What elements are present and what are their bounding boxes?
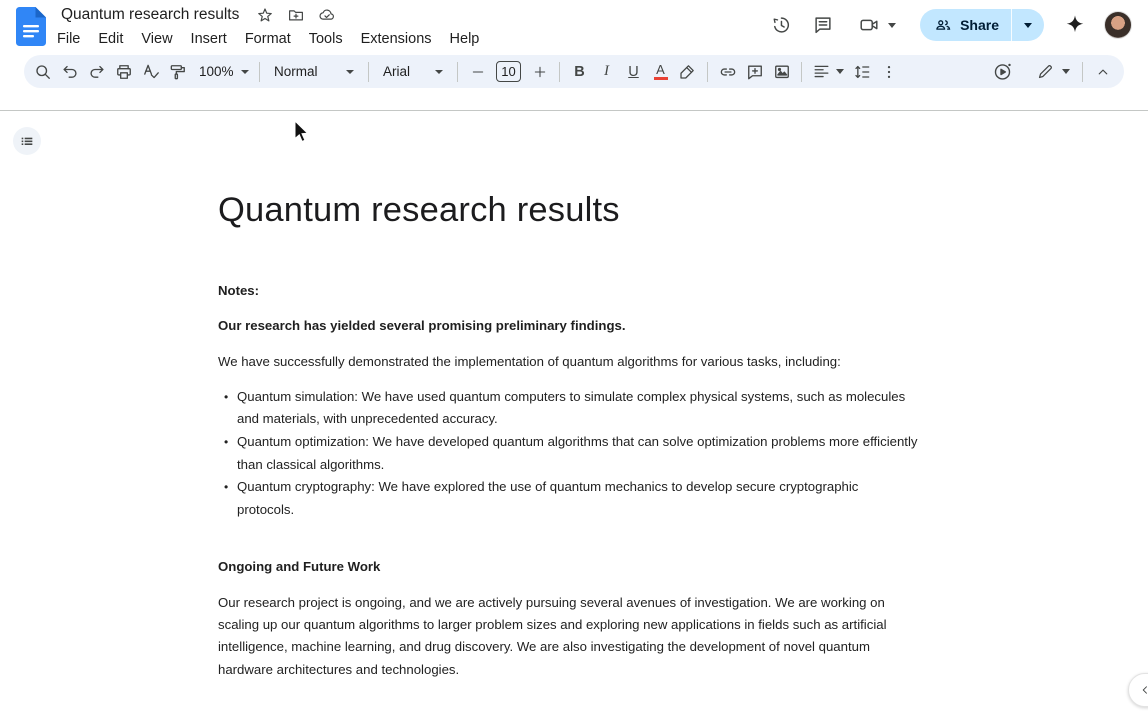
mouse-cursor <box>294 121 310 143</box>
paragraph-style-value: Normal <box>274 64 318 79</box>
font-size-field[interactable]: 10 <box>496 61 521 82</box>
undo-icon[interactable] <box>56 58 83 85</box>
gemini-sparkle-icon[interactable] <box>1063 13 1087 37</box>
title-block <box>57 4 488 49</box>
menu-file[interactable]: File <box>57 31 81 47</box>
line-spacing-button[interactable] <box>848 58 875 85</box>
spellcheck-icon[interactable] <box>137 58 164 85</box>
toolbar-divider <box>259 62 260 82</box>
share-dropdown-button[interactable] <box>1012 9 1044 41</box>
underline-glyph: U <box>628 63 639 80</box>
underline-button[interactable] <box>620 58 647 85</box>
print-icon[interactable] <box>110 58 137 85</box>
bold-button[interactable] <box>566 58 593 85</box>
menu-extensions[interactable]: Extensions <box>360 31 432 47</box>
paint-format-icon[interactable] <box>164 58 191 85</box>
menu-insert[interactable]: Insert <box>190 31 227 47</box>
align-button[interactable] <box>808 58 848 85</box>
mode-caret-icon <box>1062 69 1070 74</box>
findings-heading[interactable]: Our research has yielded several promising preliminary findings. <box>218 318 626 334</box>
history-icon[interactable] <box>769 13 793 37</box>
toolbar-divider <box>707 62 708 82</box>
document-title[interactable]: Quantum research results <box>61 6 240 23</box>
menu-help[interactable]: Help <box>449 31 480 47</box>
zoom-caret-icon <box>241 70 249 74</box>
decrease-font-size-button[interactable] <box>464 58 491 85</box>
more-options-button[interactable] <box>875 58 902 85</box>
style-caret-icon <box>346 70 354 74</box>
zoom-select[interactable] <box>191 58 253 85</box>
insert-link-button[interactable] <box>714 58 741 85</box>
insert-image-button[interactable] <box>768 58 795 85</box>
bold-glyph: B <box>574 63 585 80</box>
toolbar-right-group <box>989 58 1116 85</box>
add-comment-button[interactable] <box>741 58 768 85</box>
header-actions <box>760 8 1148 42</box>
future-paragraph[interactable]: Our research project is ongoing, and we are actively pursuing several avenues of investigation. We are working on scaling up our quantum algorithms to larger problem sizes and exploring new applications in fields such as artificial intelligence, machine learning, and drug discovery. We are also investigating the development of novel quantum hardware architectures and technologies. <box>218 594 887 677</box>
zoom-value: 100% <box>199 64 234 79</box>
comments-icon[interactable] <box>811 13 835 37</box>
cloud-saved-icon[interactable] <box>318 6 336 24</box>
list-item[interactable]: • Quantum cryptography: We have explored the use of quantum mechanics to develop secure cryptographic protocols. <box>218 476 918 521</box>
share-button-label: Share <box>960 17 999 33</box>
toolbar <box>24 55 1124 88</box>
move-folder-icon[interactable] <box>287 6 305 24</box>
italic-button[interactable] <box>593 58 620 85</box>
doc-body[interactable] <box>218 280 922 694</box>
share-button-group <box>920 9 1044 41</box>
people-share-icon <box>934 16 952 34</box>
pencil-icon <box>1036 62 1055 81</box>
toolbar-divider <box>801 62 802 82</box>
video-call-icon[interactable] <box>853 13 901 37</box>
notes-heading[interactable]: Notes: <box>218 283 260 298</box>
highlight-color-button[interactable] <box>674 58 701 85</box>
share-caret-icon <box>1024 23 1032 28</box>
collapse-chevron-icon <box>1138 683 1148 697</box>
header <box>0 0 1148 55</box>
redo-icon[interactable] <box>83 58 110 85</box>
doc-heading-title[interactable]: Quantum research results <box>218 191 620 229</box>
list-item[interactable]: • Quantum simulation: We have used quantum computers to simulate complex physical systems, such as molecules and materials, with unprecedented accuracy. <box>218 386 918 431</box>
text-color-button[interactable] <box>647 58 674 85</box>
document-canvas[interactable] <box>0 111 1148 716</box>
show-document-outline-button[interactable] <box>13 127 41 155</box>
font-caret-icon <box>435 70 443 74</box>
toolbar-divider <box>1082 62 1083 82</box>
menu-tools[interactable]: Tools <box>308 31 343 47</box>
star-icon[interactable] <box>256 6 274 24</box>
toolbar-divider <box>368 62 369 82</box>
avatar[interactable] <box>1104 11 1132 39</box>
toolbar-divider <box>457 62 458 82</box>
align-caret-icon <box>836 69 844 74</box>
findings-list <box>218 386 922 522</box>
font-family-select[interactable] <box>375 58 451 85</box>
intro-paragraph[interactable]: We have successfully demonstrated the implementation of quantum algorithms for various tasks, including: <box>218 353 841 369</box>
align-left-icon <box>812 62 831 81</box>
paragraph-style-select[interactable] <box>266 58 362 85</box>
docs-logo-icon[interactable] <box>16 7 46 46</box>
future-heading[interactable]: Ongoing and Future Work <box>218 559 381 575</box>
menu-view[interactable]: View <box>141 31 173 47</box>
menu-edit[interactable]: Edit <box>98 31 124 47</box>
menu-format[interactable]: Format <box>244 31 291 47</box>
list-item[interactable]: • Quantum optimization: We have developed quantum algorithms that can solve optimization problems more efficiently than classical algorithms. <box>218 431 918 476</box>
video-call-caret-icon <box>888 23 896 28</box>
text-color-icon: A <box>654 63 668 80</box>
menu-bar <box>48 29 488 49</box>
editing-mode-button[interactable] <box>1030 58 1076 85</box>
document-outline-icon <box>19 133 35 149</box>
toolbar-divider <box>559 62 560 82</box>
search-icon[interactable] <box>29 58 56 85</box>
increase-font-size-button[interactable] <box>526 58 553 85</box>
font-family-value: Arial <box>383 64 411 79</box>
italic-glyph: I <box>604 63 609 79</box>
hide-menus-button[interactable] <box>1089 58 1116 85</box>
share-button[interactable] <box>920 9 1011 41</box>
play-circle-icon[interactable] <box>989 58 1016 85</box>
